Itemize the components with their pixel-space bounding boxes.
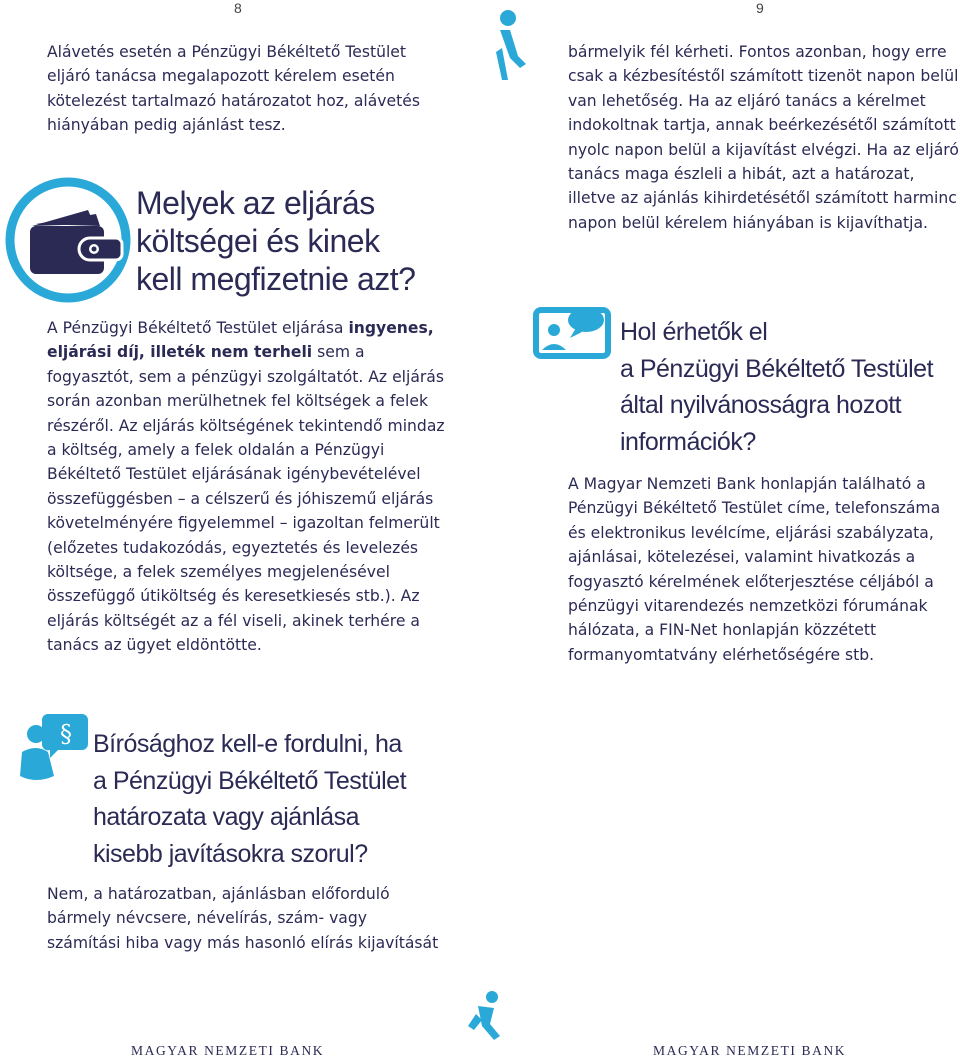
page-number-left: 8 (234, 0, 242, 16)
costs-heading-line-2: költségei és kinek (136, 223, 380, 259)
court-heading-line-2: a Pénzügyi Békéltető Testület (93, 766, 407, 795)
wallet-icon (4, 174, 136, 306)
continuation-paragraph: bármelyik fél kérheti. Fontos azonban, hogy erre csak a kézbesítéstől számított tizenöt napon belül van lehetőség. Ha az eljáró tanács a kérelmet indokoltnak tartja, annak beérkezésétől számított nyolc napon belül a kijavítást elvégzi. Ha az eljáró tanács maga észleli a hibát, azt a határozat, illetve az ajánlás kihirdetésétől számított harminc napon belül kérelem hiányában is kijavíthatja. (568, 43, 959, 232)
court-heading (93, 726, 453, 872)
laptop-chat-icon (532, 300, 616, 362)
court-heading-line-4: kisebb javításokra szorul? (93, 839, 368, 868)
court-heading-line-3: határozata vagy ajánlása (93, 803, 359, 831)
info-heading-line-3: által nyilvánosságra hozott (620, 391, 902, 419)
info-heading-line-1: Hol érhetők el (620, 318, 768, 346)
footer-right: MAGYAR NEMZETI BANK (653, 1043, 847, 1058)
costs-heading-line-3: kell megfizetnie azt? (136, 261, 416, 297)
person-law-icon (14, 708, 92, 788)
page-number-right: 9 (756, 0, 764, 16)
costs-body: A Pénzügyi Békéltető Testület eljárása ingyenes, eljárási díj, illeték nem terheli sem a fogyasztót, sem a pénzügyi szolgáltatót. Az eljárás során azonban merülhetnek fel költségek a felek részéről. Az eljárás költségének tekintendő mindaz a költség, amely a felek oldalán a Pénzügyi Békéltető Testület eljárásának igénybevételével összefüggésben – a célszerű és jóhiszemű eljárás követelményére figyelemmel – igazoltan felmerült (előzetes tudakozódás, egyeztetés és levelezés költsége, a felek személyes megjelenésével összefüggő útiköltség és keresetkiesés stb.). Az eljárás költségét az a fél viseli, akinek terhére a tanács az ügyet eldöntötte. (47, 319, 445, 655)
info-body: A Magyar Nemzeti Bank honlapján található a Pénzügyi Békéltető Testület címe, telefonszáma és elektronikus levélcíme, eljárási szabályzata, ajánlásai, kötelezései, valamint hivatkozás a fogyasztó kérelmének előterjesztése céljából a pénzügyi vitarendezés nemzetközi fórumának hálózata, a FIN-Net honlapján közzétett formanyomtatvány elérhetőségére stb. (568, 475, 941, 664)
section-symbol: § (60, 720, 72, 748)
costs-heading-line-1: Melyek az eljárás (136, 185, 375, 221)
court-heading-line-1: Bírósághoz kell-e fordulni, ha (93, 730, 402, 758)
info-heading-line-2: a Pénzügyi Békéltető Testület (620, 354, 934, 383)
footer-left: MAGYAR NEMZETI BANK (131, 1043, 325, 1058)
info-heading-line-4: információk? (620, 427, 756, 456)
runner-logo-bottom (466, 990, 506, 1046)
runner-logo-top (494, 8, 530, 84)
info-heading (620, 314, 960, 460)
costs-heading (136, 184, 436, 298)
court-body: Nem, a határozatban, ajánlásban előforduló bármely névcsere, névelírás, szám- vagy számítási hiba vagy más hasonló elírás kijavítását (47, 885, 439, 952)
intro-paragraph: Alávetés esetén a Pénzügyi Békéltető Testület eljáró tanácsa megalapozott kérelem esetén kötelezést tartalmazó határozatot hoz, alávetés hiányában pedig ajánlást tesz. (47, 43, 420, 135)
